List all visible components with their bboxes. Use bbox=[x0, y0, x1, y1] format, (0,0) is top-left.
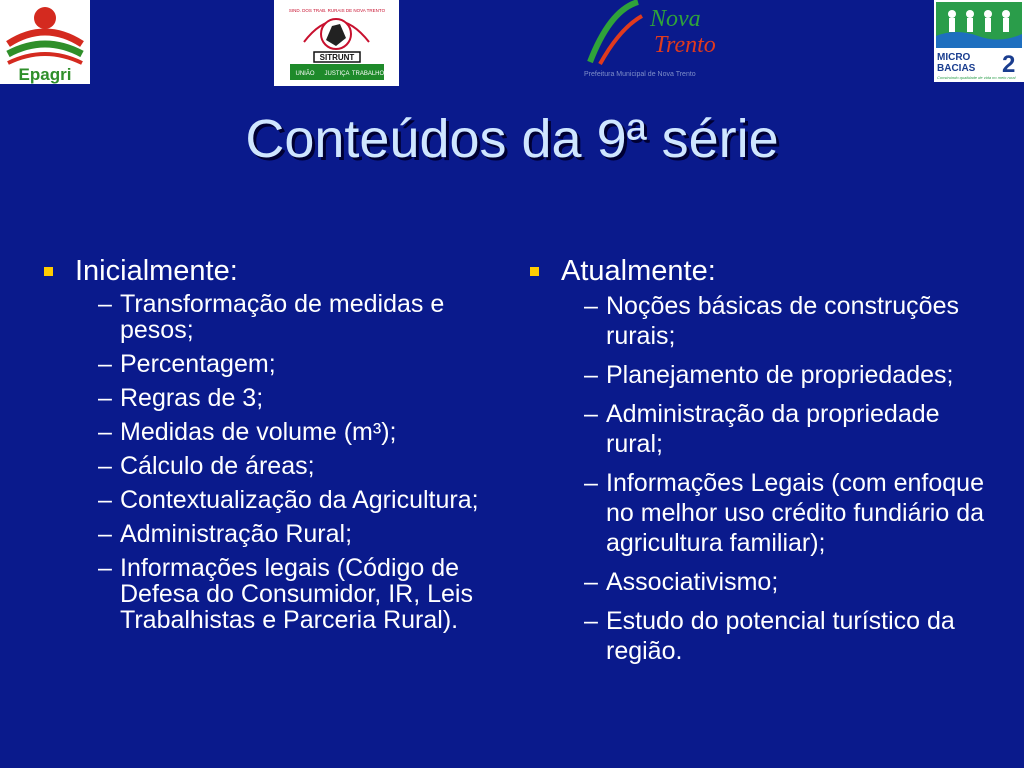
nova-trento-word-2: Trento bbox=[654, 32, 716, 58]
dash-icon: – bbox=[584, 607, 598, 635]
list-item bbox=[88, 555, 494, 633]
dash-icon: – bbox=[584, 469, 598, 497]
epagri-logo bbox=[0, 0, 90, 84]
epagri-emblem bbox=[0, 0, 90, 84]
microbacias-emblem bbox=[934, 0, 1024, 82]
list-item-text: Informações Legais (com enfoque no melhor uso crédito fundiário da agricultura familiar); bbox=[606, 469, 985, 557]
list-item bbox=[88, 291, 494, 343]
sitrunt-wordmark: SITRUNT bbox=[319, 53, 355, 62]
dash-icon: – bbox=[584, 361, 598, 389]
dash-icon: – bbox=[98, 350, 112, 378]
sitrunt-logo bbox=[274, 0, 399, 86]
list-item bbox=[574, 399, 990, 459]
epagri-wordmark: Epagri bbox=[18, 65, 72, 84]
list-item-text: Administração da propriedade rural; bbox=[606, 400, 940, 458]
right-heading-row bbox=[530, 255, 990, 287]
microbacias-number: 2 bbox=[1002, 51, 1016, 78]
list-item-text: Percentagem; bbox=[120, 350, 276, 378]
dash-icon: – bbox=[584, 568, 598, 596]
list-item-text: Noções básicas de construções rurais; bbox=[606, 292, 959, 350]
dash-icon: – bbox=[98, 418, 112, 446]
nova-trento-logo bbox=[580, 0, 740, 80]
list-item-text: Cálculo de áreas; bbox=[120, 452, 315, 480]
dash-icon: – bbox=[98, 290, 112, 318]
microbacias-word-2: BACIAS bbox=[937, 63, 976, 74]
list-item bbox=[574, 567, 990, 597]
dash-icon: – bbox=[98, 486, 112, 514]
list-item bbox=[88, 351, 494, 377]
list-item bbox=[88, 419, 494, 445]
dash-icon: – bbox=[584, 400, 598, 428]
list-item bbox=[574, 291, 990, 351]
list-item-text: Planejamento de propriedades; bbox=[606, 361, 954, 389]
dash-icon: – bbox=[98, 554, 112, 582]
left-list bbox=[44, 291, 494, 633]
list-item bbox=[88, 487, 494, 513]
list-item-text: Contextualização da Agricultura; bbox=[120, 486, 479, 514]
list-item bbox=[574, 360, 990, 390]
list-item-text: Administração Rural; bbox=[120, 520, 353, 548]
list-item-text: Informações legais (Código de Defesa do Consumidor, IR, Leis Trabalhistas e Parceria Rural). bbox=[120, 554, 473, 634]
sitrunt-motto-3: TRABALHO bbox=[351, 71, 385, 77]
nova-trento-subtitle: Prefeitura Municipal de Nova Trento bbox=[584, 71, 696, 78]
microbacias-tagline: Construindo qualidade de vida no meio rural bbox=[937, 75, 1016, 80]
square-bullet-icon bbox=[530, 267, 539, 276]
list-item bbox=[574, 468, 990, 558]
sitrunt-motto-2: JUSTIÇA bbox=[324, 71, 350, 77]
list-item bbox=[88, 453, 494, 479]
square-bullet-icon bbox=[44, 267, 53, 276]
right-list bbox=[530, 291, 990, 666]
right-column bbox=[530, 255, 990, 675]
list-item bbox=[88, 385, 494, 411]
sitrunt-arc-text: SIND. DOS TRAB. RURAIS DE NOVA TRENTO bbox=[288, 8, 386, 13]
list-item-text: Regras de 3; bbox=[120, 384, 264, 412]
nova-trento-word-1: Nova bbox=[650, 6, 701, 32]
list-item-text: Transformação de medidas e pesos; bbox=[120, 290, 445, 344]
dash-icon: – bbox=[98, 384, 112, 412]
left-column bbox=[44, 255, 494, 641]
dash-icon: – bbox=[584, 292, 598, 320]
nova-trento-emblem bbox=[580, 0, 740, 80]
list-item bbox=[88, 521, 494, 547]
sitrunt-motto-1: UNIÃO bbox=[295, 71, 315, 77]
list-item-text: Estudo do potencial turístico da região. bbox=[606, 607, 955, 665]
list-item bbox=[574, 606, 990, 666]
slide-title: Conteúdos da 9ª série bbox=[245, 109, 779, 169]
sitrunt-emblem bbox=[274, 0, 399, 86]
left-heading-row bbox=[44, 255, 494, 287]
left-heading: Inicialmente: bbox=[75, 255, 238, 287]
microbacias-logo bbox=[934, 0, 1024, 82]
microbacias-word-1: MICRO bbox=[937, 52, 971, 63]
dash-icon: – bbox=[98, 520, 112, 548]
list-item-text: Medidas de volume (m³); bbox=[120, 418, 397, 446]
right-heading: Atualmente: bbox=[561, 255, 716, 287]
dash-icon: – bbox=[98, 452, 112, 480]
list-item-text: Associativismo; bbox=[606, 568, 779, 596]
